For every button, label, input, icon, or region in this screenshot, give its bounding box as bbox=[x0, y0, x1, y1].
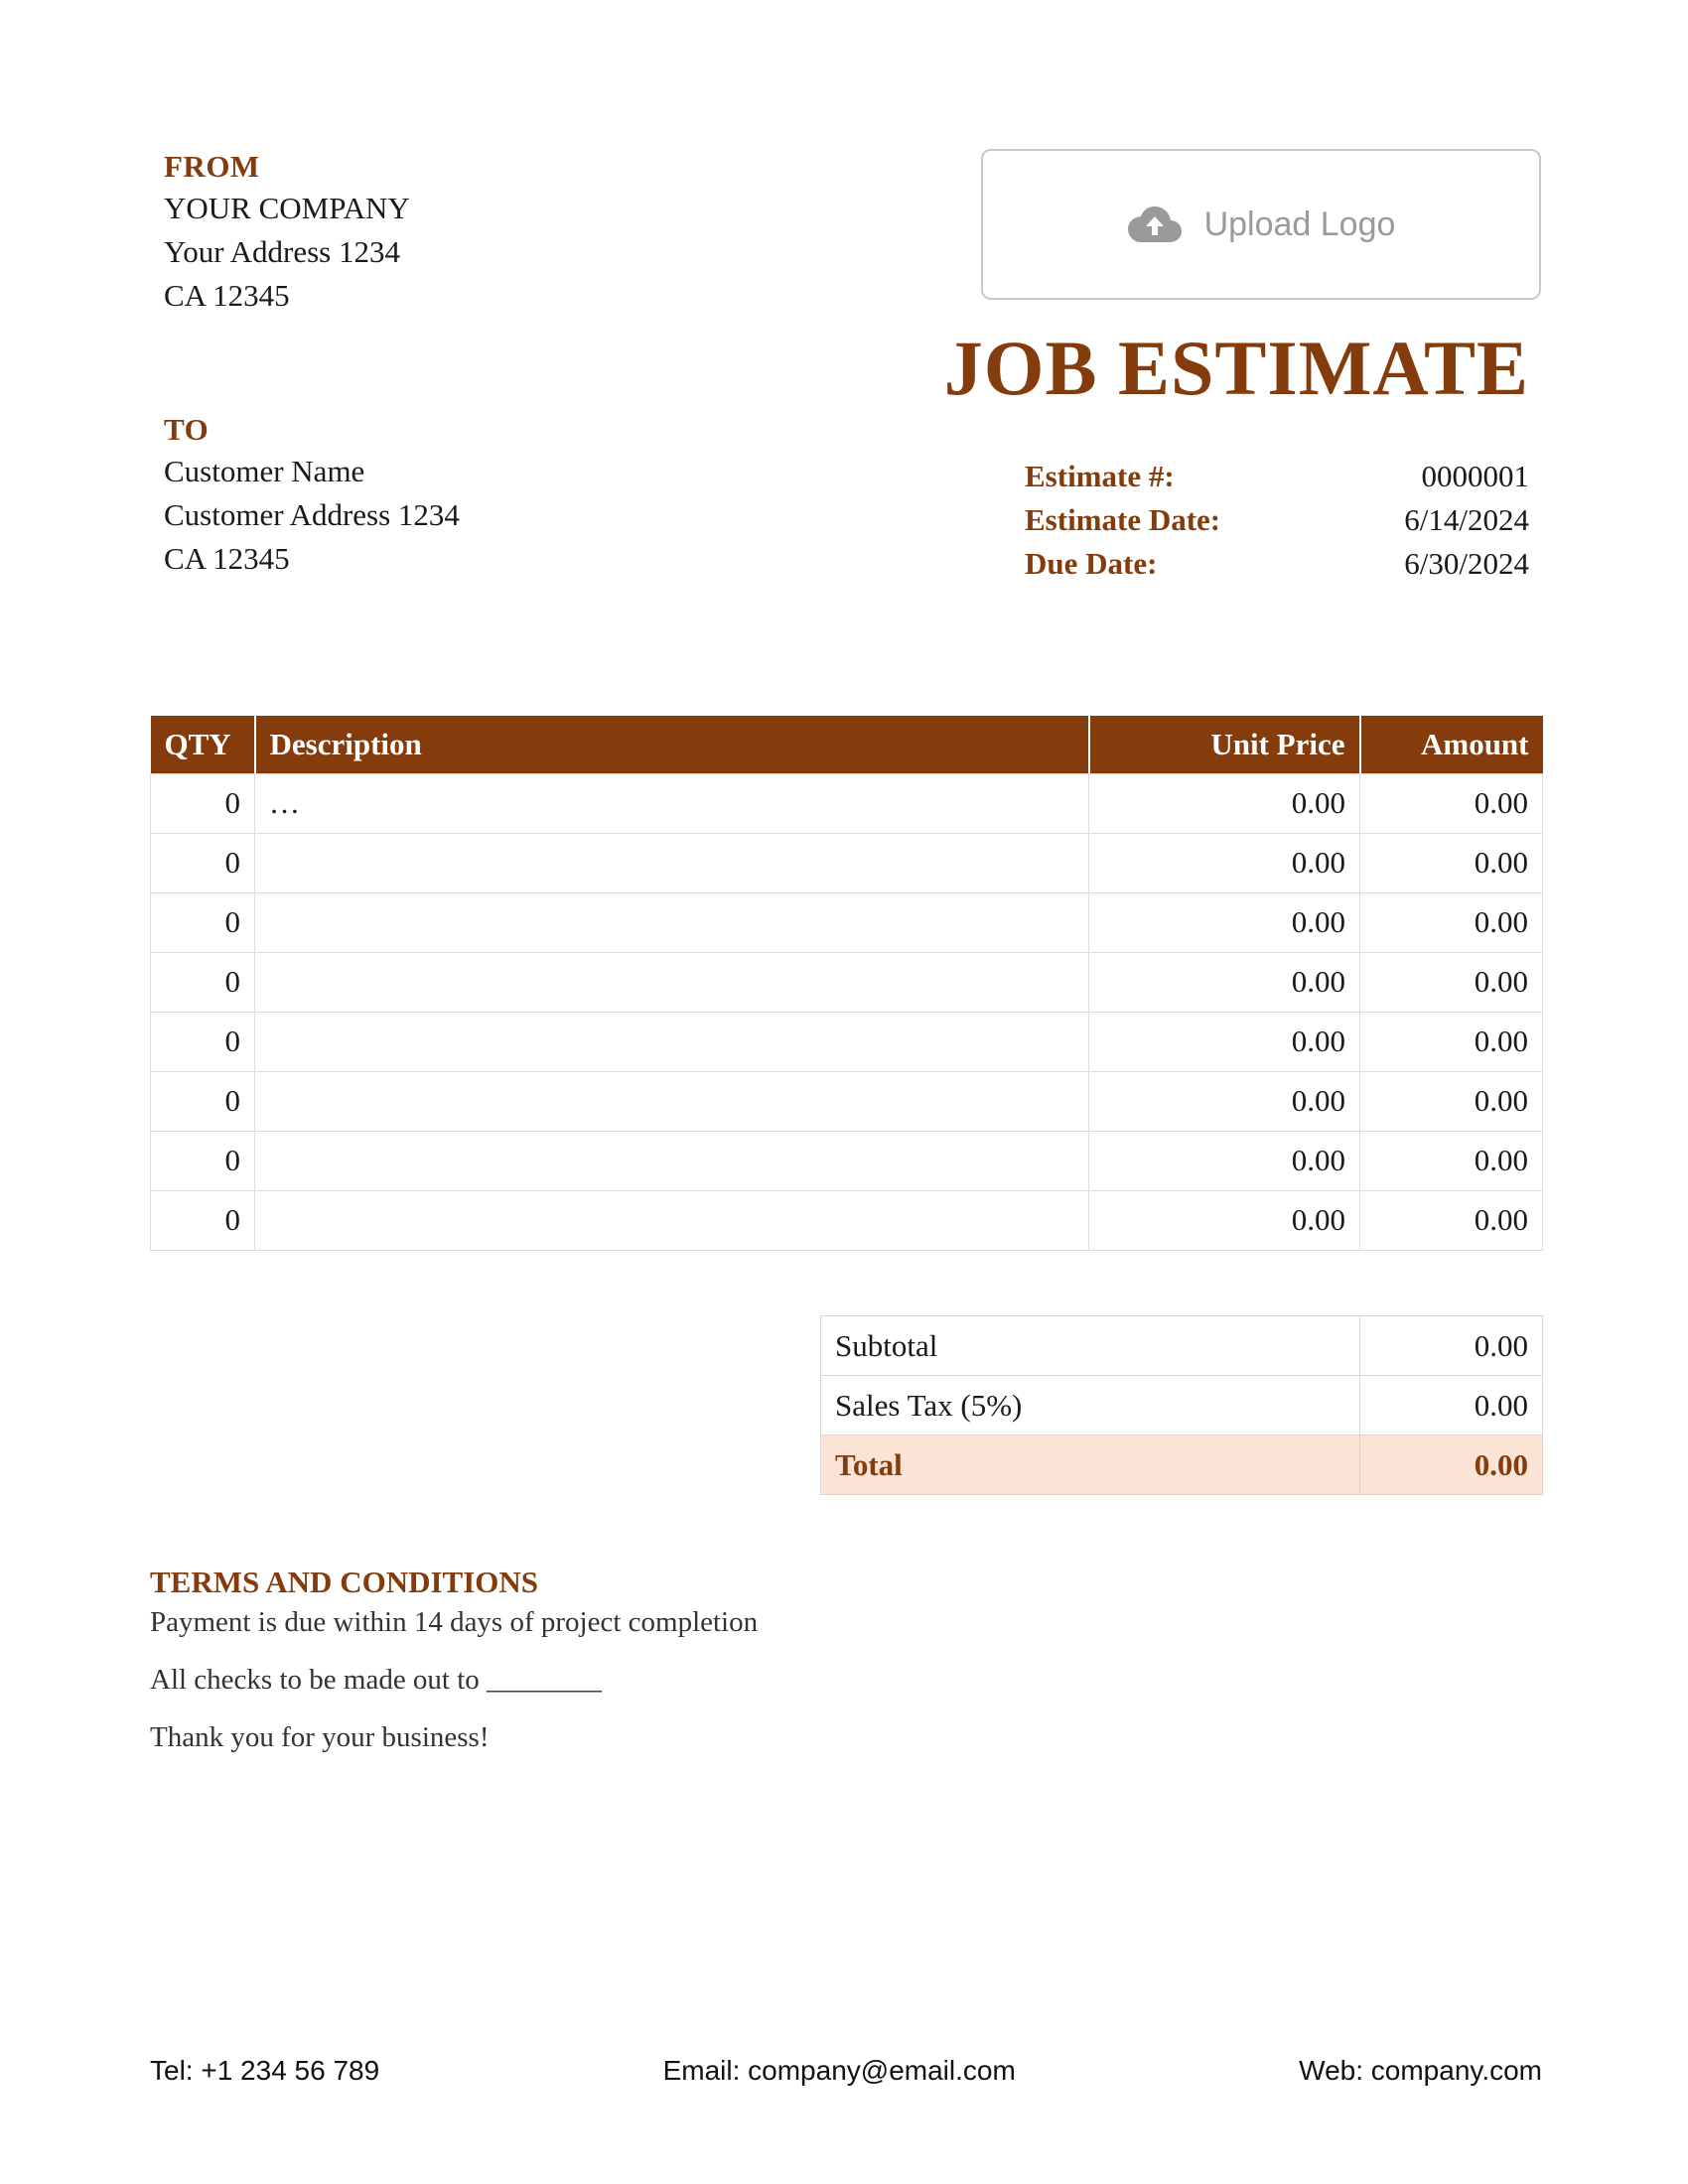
estimate-number-value: 0000001 bbox=[1421, 459, 1529, 493]
terms-line: Payment is due within 14 days of project completion bbox=[150, 1606, 759, 1638]
upload-logo-label: Upload Logo bbox=[1203, 205, 1396, 243]
estimate-date-row bbox=[1025, 498, 1529, 542]
line-items-table bbox=[150, 716, 1543, 1251]
qty-cell[interactable]: 0 bbox=[151, 892, 255, 952]
table-row bbox=[151, 952, 1543, 1012]
table-row bbox=[151, 892, 1543, 952]
terms-title: TERMS AND CONDITIONS bbox=[150, 1565, 539, 1599]
from-city: CA 12345 bbox=[164, 278, 290, 313]
amount-cell: 0.00 bbox=[1360, 1012, 1543, 1071]
estimate-date-label: Estimate Date: bbox=[1025, 502, 1221, 537]
estimate-number-label: Estimate #: bbox=[1025, 459, 1175, 493]
from-company: YOUR COMPANY bbox=[164, 191, 410, 225]
customer-name: Customer Name bbox=[164, 454, 365, 488]
description-cell[interactable] bbox=[255, 1190, 1089, 1250]
upload-logo-button[interactable] bbox=[981, 149, 1541, 300]
qty-cell[interactable]: 0 bbox=[151, 1071, 255, 1131]
qty-cell[interactable]: 0 bbox=[151, 1012, 255, 1071]
description-cell[interactable] bbox=[255, 1012, 1089, 1071]
total-value: 0.00 bbox=[1360, 1435, 1543, 1495]
amount-cell: 0.00 bbox=[1360, 892, 1543, 952]
unit-price-cell[interactable]: 0.00 bbox=[1089, 1012, 1360, 1071]
table-row bbox=[151, 1190, 1543, 1250]
footer-tel: Tel: +1 234 56 789 bbox=[150, 2055, 380, 2086]
terms-line: Thank you for your business! bbox=[150, 1721, 490, 1753]
unit-price-cell[interactable]: 0.00 bbox=[1089, 952, 1360, 1012]
estimate-date-value: 6/14/2024 bbox=[1404, 502, 1529, 537]
due-date-row bbox=[1025, 542, 1529, 586]
from-block bbox=[164, 149, 410, 318]
total-label: Total bbox=[821, 1435, 1360, 1495]
unit-price-header: Unit Price bbox=[1089, 716, 1360, 773]
subtotal-row bbox=[821, 1316, 1543, 1376]
table-row bbox=[151, 1012, 1543, 1071]
amount-cell: 0.00 bbox=[1360, 773, 1543, 833]
footer bbox=[150, 2055, 1542, 2087]
terms-line: All checks to be made out to ________ bbox=[150, 1664, 603, 1696]
unit-price-cell[interactable]: 0.00 bbox=[1089, 773, 1360, 833]
tax-label: Sales Tax (5%) bbox=[821, 1376, 1360, 1435]
estimate-meta bbox=[1025, 455, 1529, 586]
table-header-row bbox=[151, 716, 1543, 773]
description-header: Description bbox=[255, 716, 1089, 773]
amount-cell: 0.00 bbox=[1360, 1190, 1543, 1250]
description-cell[interactable] bbox=[255, 892, 1089, 952]
document-title: JOB ESTIMATE bbox=[943, 325, 1529, 411]
unit-price-cell[interactable]: 0.00 bbox=[1089, 833, 1360, 892]
unit-price-cell[interactable]: 0.00 bbox=[1089, 1190, 1360, 1250]
unit-price-cell[interactable]: 0.00 bbox=[1089, 892, 1360, 952]
footer-web: Web: company.com bbox=[1299, 2055, 1542, 2086]
estimate-number-row bbox=[1025, 455, 1529, 498]
table-row bbox=[151, 1131, 1543, 1190]
qty-cell[interactable]: 0 bbox=[151, 952, 255, 1012]
totals-table bbox=[820, 1315, 1543, 1495]
total-row bbox=[821, 1435, 1543, 1495]
customer-address: Customer Address 1234 bbox=[164, 497, 460, 532]
qty-cell[interactable]: 0 bbox=[151, 1190, 255, 1250]
amount-header: Amount bbox=[1360, 716, 1543, 773]
subtotal-value: 0.00 bbox=[1360, 1316, 1543, 1376]
amount-cell: 0.00 bbox=[1360, 1071, 1543, 1131]
customer-city: CA 12345 bbox=[164, 541, 290, 576]
due-date-value: 6/30/2024 bbox=[1404, 546, 1529, 581]
qty-cell[interactable]: 0 bbox=[151, 773, 255, 833]
to-block bbox=[164, 412, 460, 581]
tax-row bbox=[821, 1376, 1543, 1435]
unit-price-cell[interactable]: 0.00 bbox=[1089, 1071, 1360, 1131]
description-cell[interactable] bbox=[255, 833, 1089, 892]
from-label: FROM bbox=[164, 149, 260, 184]
due-date-label: Due Date: bbox=[1025, 546, 1158, 581]
from-address: Your Address 1234 bbox=[164, 234, 400, 269]
terms-section bbox=[150, 1565, 1044, 1779]
cloud-upload-icon bbox=[1127, 205, 1183, 244]
amount-cell: 0.00 bbox=[1360, 1131, 1543, 1190]
footer-email: Email: company@email.com bbox=[662, 2055, 1016, 2086]
qty-cell[interactable]: 0 bbox=[151, 833, 255, 892]
unit-price-cell[interactable]: 0.00 bbox=[1089, 1131, 1360, 1190]
qty-header: QTY bbox=[151, 716, 255, 773]
qty-cell[interactable]: 0 bbox=[151, 1131, 255, 1190]
table-row bbox=[151, 833, 1543, 892]
tax-value: 0.00 bbox=[1360, 1376, 1543, 1435]
table-row bbox=[151, 773, 1543, 833]
amount-cell: 0.00 bbox=[1360, 833, 1543, 892]
subtotal-label: Subtotal bbox=[821, 1316, 1360, 1376]
table-row bbox=[151, 1071, 1543, 1131]
description-cell[interactable] bbox=[255, 1131, 1089, 1190]
description-cell[interactable]: … bbox=[255, 773, 1089, 833]
amount-cell: 0.00 bbox=[1360, 952, 1543, 1012]
description-cell[interactable] bbox=[255, 1071, 1089, 1131]
to-label: TO bbox=[164, 412, 210, 447]
description-cell[interactable] bbox=[255, 952, 1089, 1012]
